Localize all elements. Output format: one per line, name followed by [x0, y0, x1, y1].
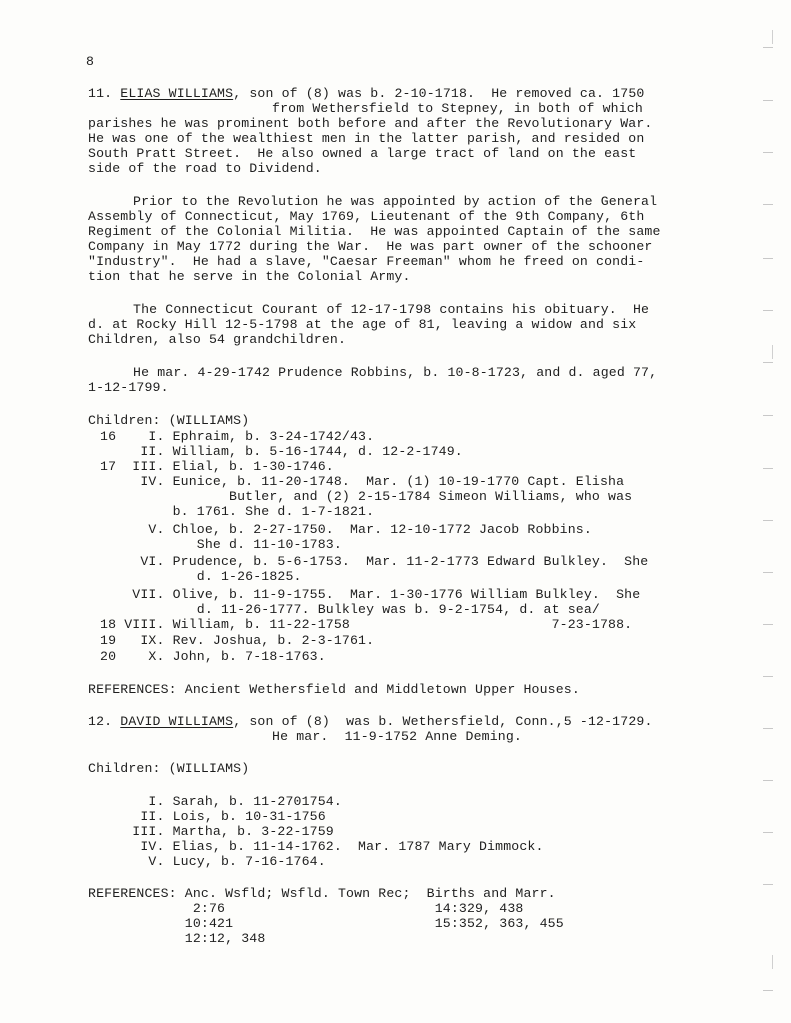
entry-11-line-4: He was one of the wealthiest men in the latter parish, and resided on	[88, 131, 645, 146]
entry-12-line-2: He mar. 11-9-1752 Anne Deming.	[272, 729, 522, 744]
scan-mark	[763, 832, 773, 833]
entry-11-para2-line-4: Company in May 1772 during the War. He was part owner of the schooner	[88, 239, 653, 254]
entry-11-name: ELIAS WILLIAMS	[120, 86, 234, 101]
scan-mark	[763, 572, 773, 573]
child-entry: VII. Olive, b. 11-9-1755. Mar. 1-30-1776 William Bulkley. She	[100, 587, 641, 602]
page-number: 8	[86, 54, 95, 69]
child-entry: Butler, and (2) 2-15-1784 Simeon Williams, who was	[100, 489, 633, 504]
scan-mark	[763, 47, 773, 48]
entry-11-para4-line-1: He mar. 4-29-1742 Prudence Robbins, b. 10-8-1723, and d. aged 77,	[133, 365, 658, 380]
child-entry: V. Chloe, b. 2-27-1750. Mar. 12-10-1772 Jacob Robbins.	[100, 522, 592, 537]
entry-12-name: DAVID WILLIAMS	[120, 714, 234, 729]
entry-12-references-line-1: REFERENCES: Anc. Wsfld; Wsfld. Town Rec; Births and Marr.	[88, 886, 556, 901]
scan-margin-marks	[761, 0, 773, 1023]
scan-mark	[763, 780, 773, 781]
child-entry: 16 I. Ephraim, b. 3-24-1742/43.	[100, 429, 375, 444]
child-entry: I. Sarah, b. 11-2701754.	[100, 794, 342, 809]
scan-mark	[763, 258, 773, 259]
child-entry: VI. Prudence, b. 5-6-1753. Mar. 11-2-1773 Edward Bulkley. She	[100, 554, 649, 569]
child-entry: III. Martha, b. 3-22-1759	[100, 824, 334, 839]
scan-mark	[763, 415, 773, 416]
child-entry: II. Lois, b. 10-31-1756	[100, 809, 326, 824]
scan-mark	[763, 310, 773, 311]
child-entry: 19 IX. Rev. Joshua, b. 2-3-1761.	[100, 633, 375, 648]
scan-mark	[763, 624, 773, 625]
child-entry: 17 III. Elial, b. 1-30-1746.	[100, 459, 334, 474]
entry-11-para3-line-3: Children, also 54 grandchildren.	[88, 332, 347, 347]
entry-11-para2-line-5: "Industry". He had a slave, "Caesar Freeman" whom he freed on condi-	[88, 254, 645, 269]
entry-12-line-1: , son of (8) was b. Wethersfield, Conn.,5 -12-1729.	[233, 714, 653, 729]
entry-11-para3-line-2: d. at Rocky Hill 12-5-1798 at the age of 81, leaving a widow and six	[88, 317, 637, 332]
entry-11-line-6: side of the road to Dividend.	[88, 161, 322, 176]
entry-11-heading	[88, 86, 644, 101]
scan-mark	[763, 468, 773, 469]
entry-11-line-2: from Wethersfield to Stepney, in both of which	[272, 101, 643, 116]
child-entry: IV. Elias, b. 11-14-1762. Mar. 1787 Mary Dimmock.	[100, 839, 544, 854]
scan-mark	[772, 345, 773, 359]
scan-mark	[772, 955, 773, 969]
entry-11-line-3: parishes he was prominent both before and after the Revolutionary War.	[88, 116, 653, 131]
entry-12-heading	[88, 714, 653, 729]
scan-mark	[763, 362, 773, 363]
child-entry: She d. 11-10-1783.	[100, 537, 342, 552]
child-entry: d. 1-26-1825.	[100, 569, 302, 584]
entry-12-references-line-3: 10:421 15:352, 363, 455	[88, 916, 564, 931]
entry-11-line-5: South Pratt Street. He also owned a large tract of land on the east	[88, 146, 637, 161]
entry-12-references-line-2: 2:76 14:329, 438	[88, 901, 524, 916]
child-entry: b. 1761. She d. 1-7-1821.	[100, 504, 375, 519]
scan-mark	[763, 100, 773, 101]
child-entry: II. William, b. 5-16-1744, d. 12-2-1749.	[100, 444, 463, 459]
child-entry: 20 X. John, b. 7-18-1763.	[100, 649, 326, 664]
scan-mark	[763, 676, 773, 677]
scan-mark	[772, 30, 773, 44]
scan-mark	[763, 520, 773, 521]
entry-11-number: 11.	[88, 86, 113, 101]
scan-mark	[763, 884, 773, 885]
entry-11-para2-line-2: Assembly of Connecticut, May 1769, Lieutenant of the 9th Company, 6th	[88, 209, 645, 224]
entry-11-para2-line-6: tion that he serve in the Colonial Army.	[88, 269, 411, 284]
entry-12-children-header: Children: (WILLIAMS)	[88, 761, 250, 776]
entry-11-line-1: , son of (8) was b. 2-10-1718. He removed ca. 1750	[233, 86, 645, 101]
entry-11-para2-line-1: Prior to the Revolution he was appointed by action of the General	[133, 194, 658, 209]
entry-11-children-header: Children: (WILLIAMS)	[88, 413, 250, 428]
entry-11-para4-line-2: 1-12-1799.	[88, 380, 169, 395]
entry-11-para3-line-1: The Connecticut Courant of 12-17-1798 contains his obituary. He	[133, 302, 650, 317]
entry-12-number: 12.	[88, 714, 113, 729]
child-entry: IV. Eunice, b. 11-20-1748. Mar. (1) 10-19-1770 Capt. Elisha	[100, 474, 625, 489]
scan-mark	[763, 728, 773, 729]
scan-mark	[763, 990, 773, 991]
scan-mark	[763, 204, 773, 205]
child-entry: d. 11-26-1777. Bulkley was b. 9-2-1754, d. at sea/	[100, 602, 600, 617]
entry-11-references: REFERENCES: Ancient Wethersfield and Middletown Upper Houses.	[88, 682, 580, 697]
child-entry: 18 VIII. William, b. 11-22-1758 7-23-1788.	[100, 617, 633, 632]
scan-mark	[763, 152, 773, 153]
entry-11-para2-line-3: Regiment of the Colonial Militia. He was appointed Captain of the same	[88, 224, 661, 239]
child-entry: V. Lucy, b. 7-16-1764.	[100, 854, 326, 869]
entry-12-references-line-4: 12:12, 348	[88, 931, 266, 946]
